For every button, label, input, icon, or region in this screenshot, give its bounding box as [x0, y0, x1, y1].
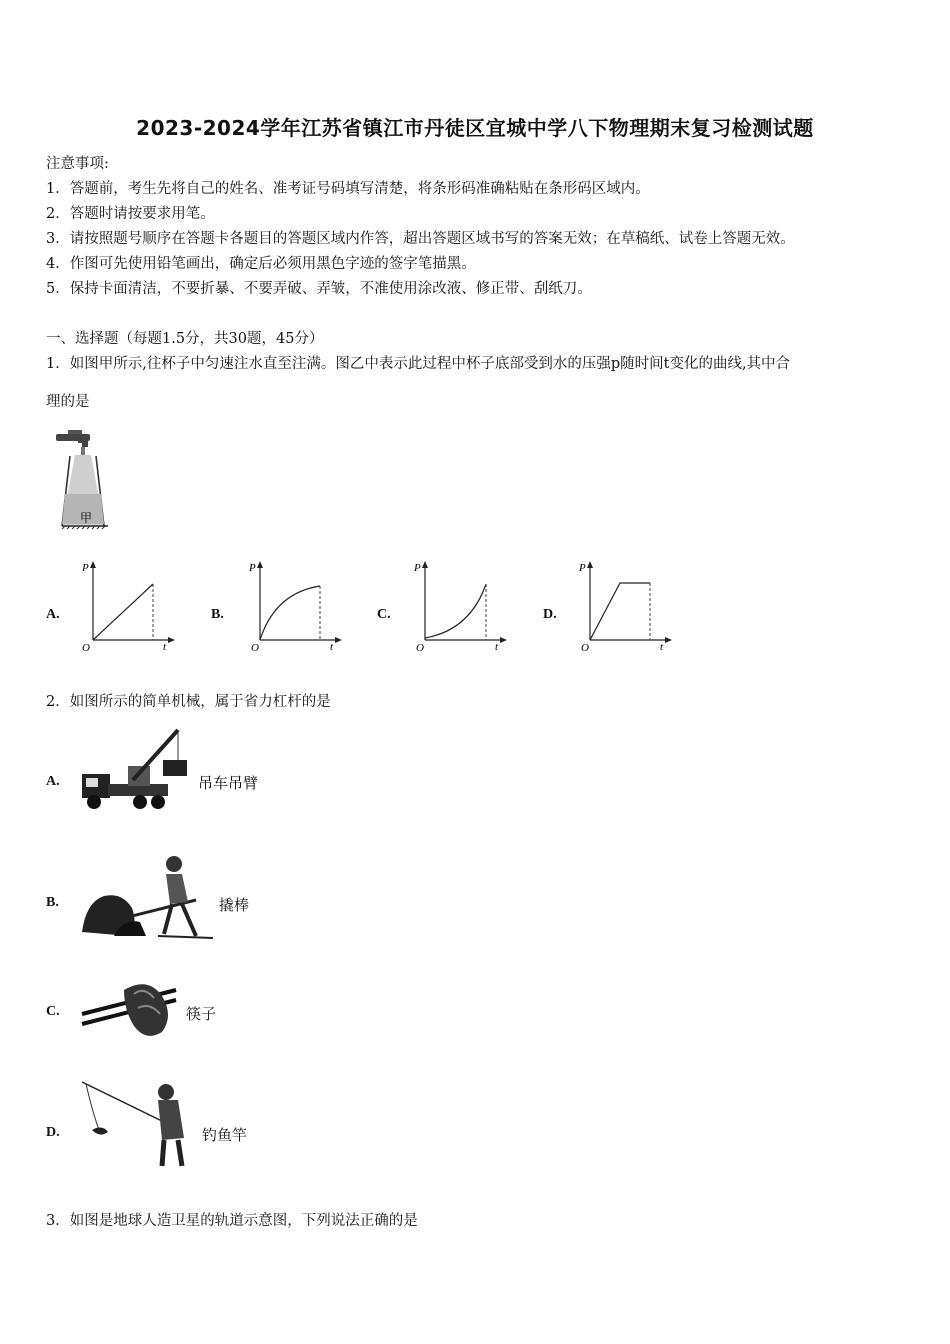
crowbar-image — [78, 852, 218, 944]
t-label: t — [163, 641, 167, 653]
q2-option-d-caption: 钓鱼竿 — [202, 1126, 248, 1144]
q2-option-c-caption: 筷子 — [186, 1005, 217, 1023]
origin-label: O — [82, 642, 90, 654]
q1-graph-c — [410, 558, 510, 658]
q1-option-d-letter: D. — [543, 607, 557, 622]
notice-item: 3．请按照题号顺序在答题卡各题目的答题区域内作答，超出答题区域书写的答案无效；在草稿纸、试卷上答题无效。 — [46, 231, 795, 247]
notice-item: 4．作图可先使用铅笔画出，确定后必须用黑色字迹的签字笔描黑。 — [46, 256, 476, 272]
q2-option-a-letter: A. — [46, 774, 60, 789]
notice-heading: 注意事项: — [46, 156, 109, 172]
q2-option-b-letter: B. — [46, 895, 59, 910]
origin-label: O — [581, 642, 589, 654]
origin-label: O — [416, 642, 424, 654]
crane-truck-image — [78, 724, 193, 816]
p-label: P — [82, 562, 89, 574]
q2-option-d-letter: D. — [46, 1125, 60, 1140]
section-heading: 一、选择题（每题1.5分，共30题，45分） — [46, 331, 324, 347]
question-1-text: 1．如图甲所示,往杯子中匀速注水直至注满。图乙中表示此过程中杯子底部受到水的压强p随时间t变化的曲线,其中合 — [46, 356, 791, 372]
question-3-text: 3．如图是地球人造卫星的轨道示意图，下列说法正确的是 — [46, 1213, 418, 1229]
q1-graph-a — [78, 558, 178, 658]
cup-faucet-figure — [48, 420, 138, 535]
q1-graph-d — [575, 558, 675, 658]
question-1-text-cont: 理的是 — [46, 394, 90, 410]
notice-item: 5．保持卡面清洁，不要折暴、不要弄破、弄皱，不准使用涂改液、修正带、刮纸刀。 — [46, 281, 592, 297]
t-label: t — [660, 641, 664, 653]
q2-option-a-caption: 吊车吊臂 — [198, 774, 259, 792]
q2-option-b-caption: 撬棒 — [219, 896, 250, 914]
t-label: t — [495, 641, 499, 653]
q1-graph-b — [245, 558, 345, 658]
chopsticks-image — [78, 976, 183, 1042]
notice-item: 2．答题时请按要求用笔。 — [46, 206, 215, 222]
q1-option-c-letter: C. — [377, 607, 391, 622]
notice-item: 1．答题前，考生先将自己的姓名、准考证号码填写清楚，将条形码准确粘贴在条形码区域内。 — [46, 181, 650, 197]
p-label: P — [249, 562, 256, 574]
t-label: t — [330, 641, 334, 653]
page-title: 2023-2024学年江苏省镇江市丹徒区宜城中学八下物理期末复习检测试题 — [136, 116, 814, 140]
p-label: P — [579, 562, 586, 574]
figure-label-jia: 甲 — [80, 511, 93, 525]
q1-option-b-letter: B. — [211, 607, 224, 622]
question-2-text: 2．如图所示的简单机械，属于省力杠杆的是 — [46, 694, 331, 710]
origin-label: O — [251, 642, 259, 654]
q2-option-c-letter: C. — [46, 1004, 60, 1019]
p-label: P — [414, 562, 421, 574]
q1-option-a-letter: A. — [46, 607, 60, 622]
fishing-rod-image — [78, 1078, 198, 1170]
